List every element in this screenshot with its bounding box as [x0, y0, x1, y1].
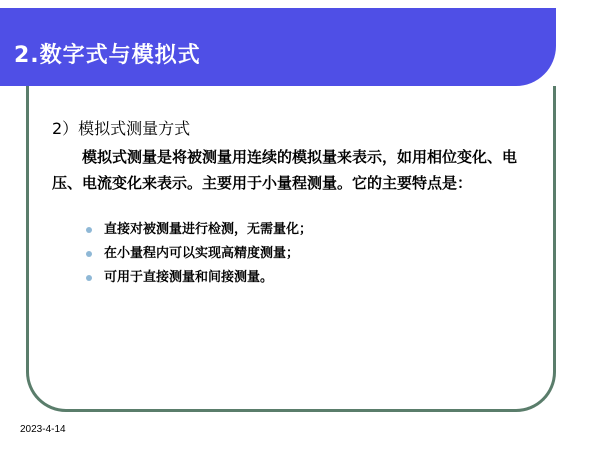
- bullet-text: 在小量程内可以实现高精度测量；: [104, 246, 300, 261]
- bullet-item: [82, 242, 312, 266]
- footer-date: 2023-4-14: [20, 424, 66, 435]
- title-bar: [0, 8, 556, 86]
- section-heading: 2）模拟式测量方式: [52, 119, 191, 138]
- bullet-dot-icon: [86, 227, 92, 233]
- bullet-item: [82, 266, 312, 290]
- bullet-item: [82, 218, 312, 242]
- bullet-text: 可用于直接测量和间接测量。: [104, 270, 274, 285]
- bullet-dot-icon: [86, 251, 92, 257]
- body-paragraph: 模拟式测量是将被测量用连续的模拟量来表示，如用相位变化、电压、电流变化来表示。主要用于小量程测量。它的主要特点是：: [52, 148, 518, 192]
- slide-title: 2.数字式与模拟式: [14, 43, 201, 68]
- bullet-dot-icon: [86, 275, 92, 281]
- bullet-list: [82, 218, 312, 290]
- bullet-text: 直接对被测量进行检测，无需量化；: [104, 222, 313, 237]
